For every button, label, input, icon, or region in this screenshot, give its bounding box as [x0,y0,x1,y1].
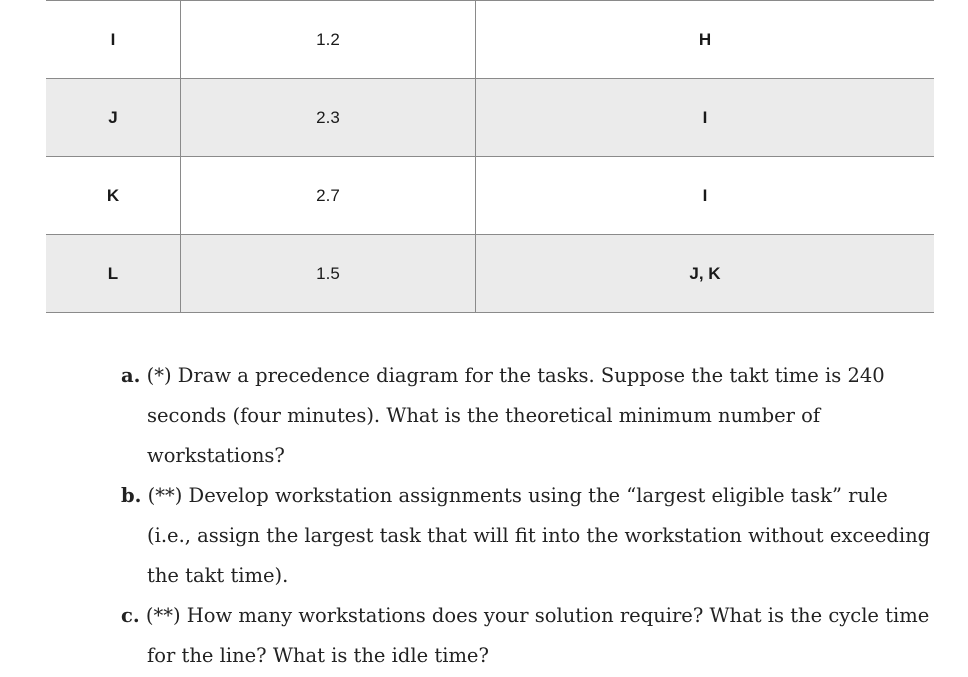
table-row [46,1,934,79]
question-letter: c. [121,604,140,627]
time-cell: 1.2 [181,1,476,79]
question-text: (*) Draw a precedence diagram for the tasks. Suppose the takt time is 240 seconds (four minutes). What is the theoretical minimum number of workstations? [146,364,885,467]
task-cell: J [46,79,181,157]
task-cell: L [46,235,181,313]
question-letter: a. [121,364,141,387]
predecessor-cell: I [476,79,935,157]
predecessor-cell: J, K [476,235,935,313]
question-text: (**) Develop workstation assignments using the “largest eligible task” rule (i.e., assign the largest task that will fit into the workstation without exceeding the takt time). [147,484,931,587]
task-table [46,0,934,313]
question-text: (**) How many workstations does your solution require? What is the cycle time for the line? What is the idle time? [145,604,930,667]
question-item-c [121,596,936,676]
time-cell: 1.5 [181,235,476,313]
task-cell: I [46,1,181,79]
predecessor-cell: I [476,157,935,235]
table-row [46,157,934,235]
question-item-a [121,356,936,476]
predecessor-cell: H [476,1,935,79]
task-cell: K [46,157,181,235]
question-item-b [121,476,936,596]
question-list [121,356,936,676]
time-cell: 2.3 [181,79,476,157]
time-cell: 2.7 [181,157,476,235]
table-row [46,235,934,313]
question-letter: b. [121,484,142,507]
table-row [46,79,934,157]
